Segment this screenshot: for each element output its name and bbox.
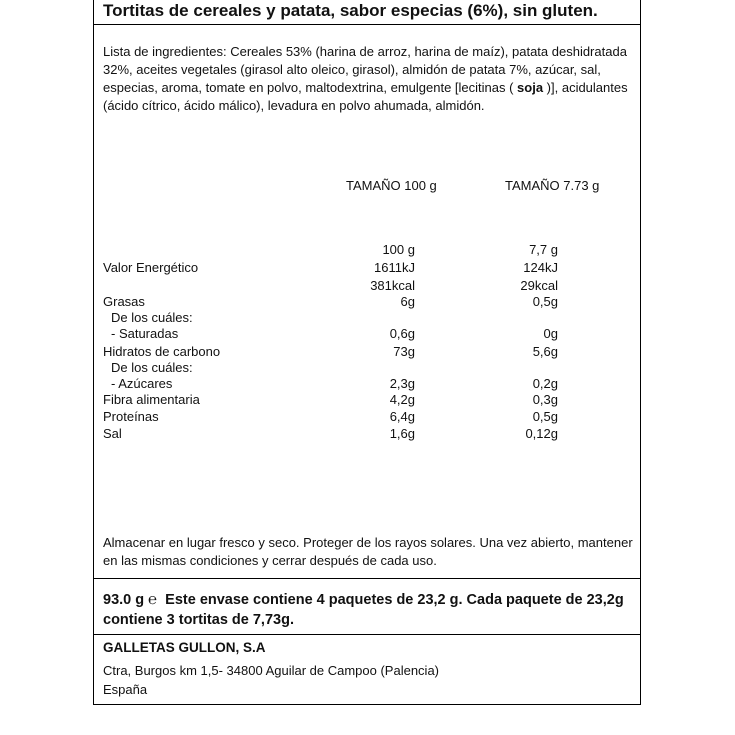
value-per-portion: 0,5g [532, 409, 558, 424]
value-per-100g: 1,6g [389, 426, 415, 441]
package-description: Este envase contiene 4 paquetes de 23,2 g. Cada paquete de 23,2g contiene 3 tortitas de 7,73g. [103, 592, 624, 628]
allergen-soja: soja [517, 80, 544, 95]
nutrient-label: Hidratos de carbono [103, 344, 221, 359]
value-per-portion: 0,12g [525, 426, 558, 441]
net-weight: 93.0 g [103, 592, 145, 608]
nutrient-label: Valor Energético [103, 260, 199, 275]
value-per-100g: 2,3g [389, 376, 415, 391]
address-line: Ctra, Burgos km 1,5- 34800 Aguilar de Campoo (Palencia) [103, 663, 440, 678]
estimated-sign-icon: ℮ [148, 591, 158, 608]
divider [93, 578, 641, 579]
value-per-portion: 29kcal [520, 278, 558, 293]
ingredients-part-2: )], acidulantes (ácido cítrico, ácido málico), levadura en polvo ahumada, almidón. [103, 80, 628, 113]
nutrient-label: - Azúcares [111, 376, 173, 391]
nutrient-label: Sal [103, 426, 122, 441]
value-per-100g: 6g [400, 294, 415, 309]
ingredients-part-1: Lista de ingredientes: Cereales 53% (harina de arroz, harina de maíz), patata deshidratada 32%, aceites vegetales (girasol alto oleico, girasol), almidón de patata 7%, azúcar, sal, especias, aroma, tomate en polvo, maltodextrina, emulgente [lecitinas ( [103, 44, 627, 95]
nutrient-label: Proteínas [103, 409, 159, 424]
product-title: Tortitas de cereales y patata, sabor especias (6%), sin gluten. [103, 1, 598, 20]
value-per-portion: 0,3g [532, 392, 558, 407]
nutrient-label: De los cuáles: [111, 360, 193, 375]
storage-instructions: Almacenar en lugar fresco y seco. Proteger de los rayos solares. Una vez abierto, mantener en las mismas condiciones y cerrar después de cada uso. [103, 535, 633, 568]
ingredients-text [103, 43, 633, 115]
divider [93, 634, 641, 635]
nutrient-label: Fibra alimentaria [103, 392, 200, 407]
value-per-100g: 381kcal [370, 278, 415, 293]
col1-header: TAMAÑO 100 g [346, 178, 437, 193]
divider [93, 24, 641, 25]
nutrient-label: De los cuáles: [111, 310, 193, 325]
value-per-100g: 4,2g [389, 392, 415, 407]
value-per-portion: 0,2g [532, 376, 558, 391]
country: España [103, 682, 148, 697]
col2-header: TAMAÑO 7.73 g [505, 178, 600, 193]
value-per-100g: 6,4g [389, 409, 415, 424]
value-per-portion: 7,7 g [529, 242, 558, 257]
value-per-portion: 5,6g [532, 344, 558, 359]
package-info [103, 590, 638, 630]
value-per-100g: 0,6g [389, 326, 415, 341]
nutrient-label: - Saturadas [111, 326, 179, 341]
value-per-portion: 0g [543, 326, 558, 341]
nutrient-label: Grasas [103, 294, 145, 309]
company-name: GALLETAS GULLON, S.A [103, 640, 266, 655]
value-per-100g: 73g [393, 344, 415, 359]
value-per-100g: 1611kJ [374, 260, 415, 275]
value-per-portion: 0,5g [532, 294, 558, 309]
value-per-portion: 124kJ [523, 260, 558, 275]
company-address [103, 661, 439, 699]
value-per-100g: 100 g [382, 242, 415, 257]
